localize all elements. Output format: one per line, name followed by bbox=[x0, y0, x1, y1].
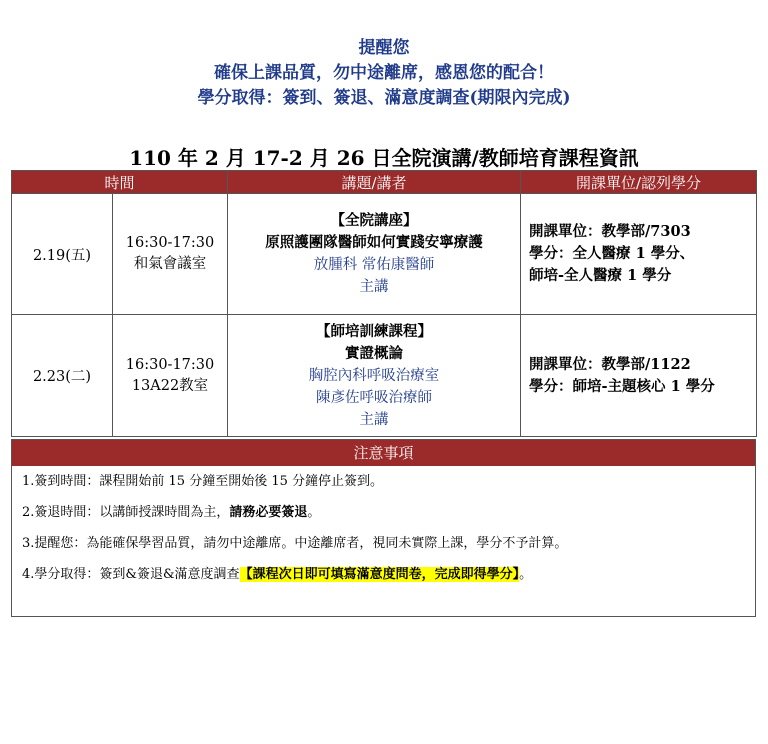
notes-box bbox=[11, 439, 756, 617]
row-unit: 開課單位：教學部/1122 bbox=[529, 355, 691, 373]
note-item-4-highlight: 【課程次日即可填寫滿意度問卷，完成即得學分】 bbox=[239, 567, 520, 582]
note-item-2-emphasis: 請務必要簽退 bbox=[229, 505, 308, 520]
reminder-line-1: 提醒您 bbox=[358, 38, 410, 58]
header-unit-credit: 開課單位/認列學分 bbox=[521, 171, 757, 194]
row-credit: 學分：師培-主題核心 1 學分 bbox=[529, 377, 715, 395]
table-header-row bbox=[12, 171, 757, 194]
row-topic: 實證概論 bbox=[345, 344, 404, 362]
row-topic-cell bbox=[228, 194, 521, 315]
row-date: 2.19(五) bbox=[12, 194, 113, 315]
row-speaker: 陳彥佐呼吸治療師 bbox=[316, 389, 433, 406]
note-item-2-text: 2.簽退時間：以講師授課時間為主， bbox=[22, 505, 230, 520]
row-category: 【師培訓練課程】 bbox=[316, 322, 433, 340]
row-time: 16:30-17:30 bbox=[125, 356, 215, 373]
note-item-2-end: 。 bbox=[307, 505, 321, 520]
row-location: 和氣會議室 bbox=[133, 256, 207, 272]
row-unit-cell bbox=[521, 315, 757, 437]
row-unit: 開課單位：教學部/7303 bbox=[529, 223, 691, 240]
page-title: 110 年 2 月 17-2 月 26 日全院演講/教師培育課程資訊 bbox=[129, 146, 639, 170]
row-speaker-dept: 胸腔內科呼吸治療室 bbox=[308, 367, 440, 384]
row-category: 【全院講座】 bbox=[330, 212, 418, 229]
row-unit-cell bbox=[521, 194, 757, 315]
note-item-1: 1.簽到時間：課程開始前 15 分鐘至開始後 15 分鐘停止簽到。 bbox=[22, 474, 384, 489]
reminder-block bbox=[0, 36, 768, 111]
note-item-4-text: 4.學分取得：簽到&簽退&滿意度調查 bbox=[22, 567, 240, 582]
reminder-line-3: 學分取得：簽到、簽退、滿意度調查(期限內完成) bbox=[197, 88, 571, 108]
row-time-location bbox=[113, 315, 228, 437]
table-row bbox=[12, 194, 757, 315]
row-time: 16:30-17:30 bbox=[125, 235, 215, 251]
note-item-3: 3.提醒您：為能確保學習品質，請勿中途離席。中途離席者，視同未實際上課，學分不予計算。 bbox=[22, 536, 568, 551]
row-credit-2: 師培-全人醫療 1 學分 bbox=[529, 267, 672, 284]
table-row bbox=[12, 315, 757, 437]
notes-header: 注意事項 bbox=[12, 440, 755, 466]
row-topic: 原照護團隊醫師如何實踐安寧療護 bbox=[265, 234, 483, 251]
row-topic-cell bbox=[228, 315, 521, 437]
header-time: 時間 bbox=[12, 171, 228, 194]
row-credit: 學分：全人醫療 1 學分、 bbox=[529, 245, 695, 262]
note-item-2 bbox=[22, 497, 755, 528]
row-date: 2.23(二) bbox=[12, 315, 113, 437]
reminder-line-2: 確保上課品質，勿中途離席，感恩您的配合！ bbox=[214, 63, 554, 83]
row-speaker-role: 主講 bbox=[359, 279, 389, 295]
schedule-table bbox=[11, 170, 757, 437]
row-time-location bbox=[113, 194, 228, 315]
row-speaker: 放腫科 常佑康醫師 bbox=[313, 257, 435, 273]
note-item-4 bbox=[22, 559, 755, 590]
note-item-4-end: 。 bbox=[519, 567, 533, 582]
row-speaker-role: 主講 bbox=[359, 411, 389, 428]
header-topic-speaker: 講題/講者 bbox=[228, 171, 521, 194]
row-location: 13A22教室 bbox=[131, 377, 209, 394]
